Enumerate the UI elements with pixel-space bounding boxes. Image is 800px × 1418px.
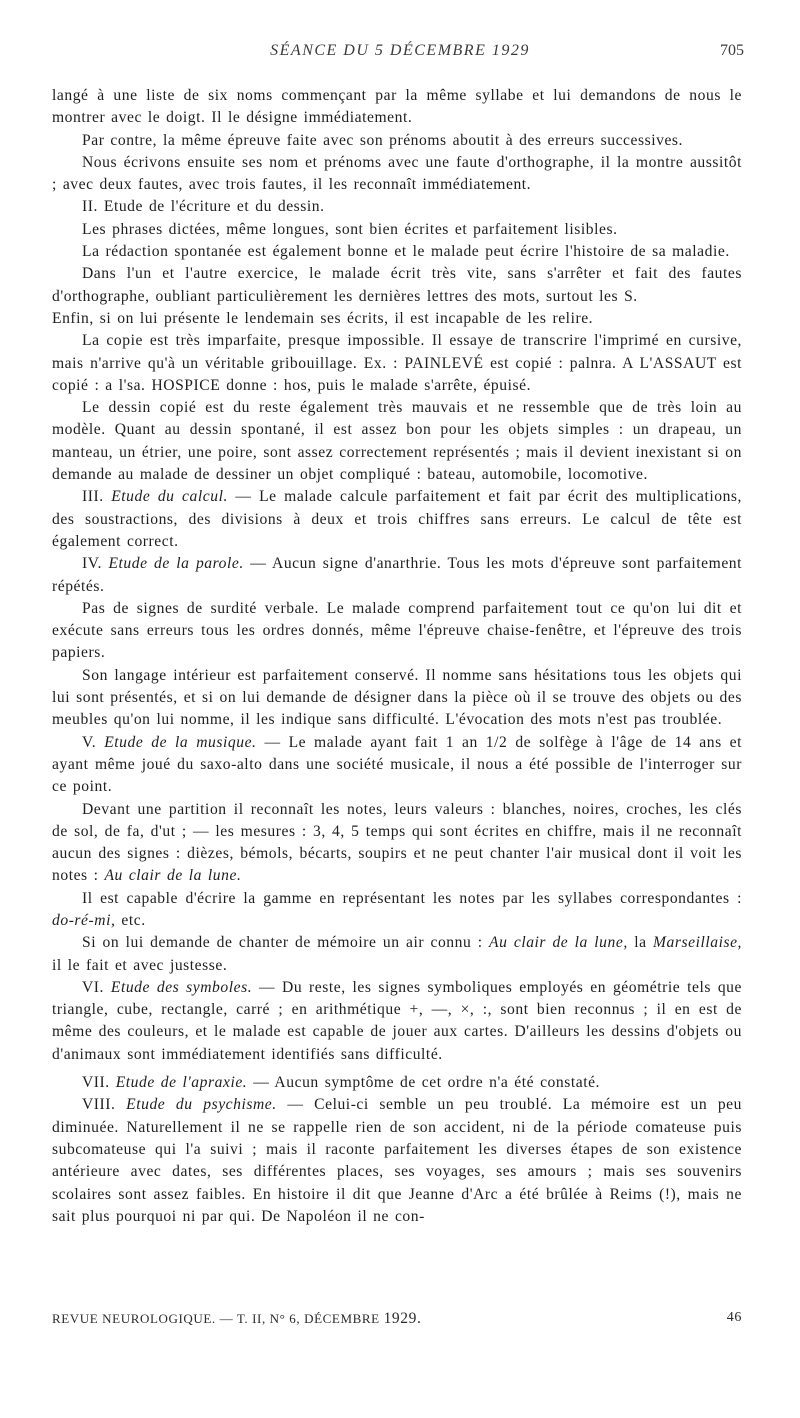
song-title: Marseillaise, [652,934,742,952]
paragraph-text: il le fait et avec justesse. [52,956,228,974]
song-title: Au clair de la lune. [104,867,242,885]
section-number: VII. [82,1074,110,1092]
body-text [52,85,742,1228]
section-text: — Aucun signe d'anarthrie. Tous les mots d'épreuve sont parfaitement répétés. [52,555,743,595]
section-title: Etude de l'apraxie. [115,1074,248,1092]
section-title: Etude du calcul. [111,488,228,506]
paragraph [52,888,742,933]
paragraph: Dans l'un et l'autre exercice, le malade écrit très vite, sans s'arrêter et fait des fautes d'orthographe, oubliant particulièrement les dernières lettres des mots, surtout les S. [52,265,742,305]
paragraph: Son langage intérieur est parfaitement conservé. Il nomme sans hésitations tous les objets qui lui sont présentés, et si on lui demande de désigner dans la pièce où il se trouve des objets ou des meubles qu'on lui nomme, il les indique sans difficulté. L'évocation des mots n'est pas troublée. [52,666,742,729]
song-title: Au clair de la lune, [489,934,628,952]
section-text: — Aucun symptôme de cet ordre n'a été constaté. [253,1074,601,1092]
paragraph-text: etc. [121,911,146,929]
paragraph-text: Si on lui demande de chanter de mémoire un air connu : [82,934,483,952]
section-text: — Le malade ayant fait 1 an 1/2 de solfège à l'âge de 14 ans et ayant même joué du saxo-alto dans une société musicale, il nous a été possible de l'interroger sur ce point. [52,733,742,796]
paragraph: langé à une liste de six noms commençant par la même syllabe et lui demandons de nous le montrer avec le doigt. Il le désigne immédiatement. [52,87,742,127]
paragraph: Enfin, si on lui présente le lendemain ses écrits, il est incapable de les relire. [52,309,594,327]
section-text: — Du reste, les signes symboliques employés en géométrie tels que triangle, cube, rectangle, carré ; en arithmétique +, —, ×, :, sont bien reconnus ; il en est de même des couleurs, et le malade est capable de jouer aux cartes. D'ailleurs les dessins d'objets ou d'animaux sont immédiatement identifiés sans difficulté. [52,978,742,1063]
section-text: — Le malade calcule parfaitement et fait par écrit des multiplications, des soustractions, des divisions à deux et trois chiffres sans erreurs. Le calcul de tête est également correct. [52,488,742,550]
section-calcul [52,486,742,553]
section-psychisme [52,1094,742,1228]
journal-year: 1929. [383,1310,422,1327]
section-number: III. [82,488,104,506]
running-head [52,42,748,66]
section-title: Etude de la musique. [104,733,257,751]
section-title: Etude de la parole. [108,555,244,573]
section-number: V. [82,733,97,751]
paragraph: La copie est très imparfaite, presque impossible. Il essaye de transcrire l'imprimé en cursive, mais n'arrive qu'à un véritable gribouillage. Ex. : PAINLEVÉ est copié : palnra. A L'ASSAUT est copié : a l'sa. HOSPICE donne : hos, puis le malade s'arrête, épuisé. [52,332,742,394]
page-number: 705 [720,42,744,59]
paragraph [52,799,742,888]
paragraph: Nous écrivons ensuite ses nom et prénoms avec une faute d'orthographe, il la montre aussitôt ; avec deux fautes, avec trois fautes, il les reconnaît immédiatement. [52,153,742,194]
running-title: SÉANCE DU 5 DÉCEMBRE 1929 [270,42,530,59]
section-title: Etude du psychisme. [126,1096,277,1114]
paragraph: Les phrases dictées, même longues, sont bien écrites et parfaitement lisibles. [82,220,618,238]
paragraph-text: la [634,934,647,952]
paragraph: Pas de signes de surdité verbale. Le malade comprend parfaitement tout ce qu'on lui dit et exécute sans erreurs tous les ordres donnés, même l'épreuve chaise-fenêtre, et l'épreuve des trois papiers. [52,599,742,662]
section-number: IV. [82,555,102,573]
paragraph [52,932,742,977]
paragraph: Le dessin copié est du reste également très mauvais et ne ressemble que de très loin au modèle. Quant au dessin spontané, il est assez bon pour les objets simples : un drapeau, un manteau, un étrier, une poire, sont assez correctement représentés ; mais il devient inexistant si on demande au malade de dessiner un objet compliqué : bateau, automobile, locomotive. [52,399,742,484]
signature-mark: 46 [726,1310,742,1325]
section-apraxie [52,1072,742,1094]
section-number: VI. [82,978,105,996]
paragraph: La rédaction spontanée est également bonne et le malade peut écrire l'histoire de sa maladie. [82,243,730,261]
section-title: Etude des symboles. [110,978,253,996]
section-number: VIII. [82,1096,116,1114]
paragraph-text: Il est capable d'écrire la gamme en représentant les notes par les syllabes correspondantes : [82,889,742,907]
paragraph-text: Devant une partition il reconnaît les notes, leurs valeurs : blanches, noires, croches, les clés de sol, de fa, d'ut ; — les mesures : 3, 4, 5 temps qui sont écrites en chiffre, mais il ne reconnaît aucun des signes : dièzes, bémols, bécarts, soupirs et ne peut chanter l'air musical dont il voit les notes : [52,800,742,885]
paragraph: Par contre, la même épreuve faite avec son prénoms aboutit à des erreurs successives. [82,131,683,149]
note-names: do-ré-mi, [52,911,116,929]
section-symboles [52,977,742,1066]
journal-reference: REVUE NEUROLOGIQUE. — T. II, N° 6, DÉCEMBRE [52,1311,380,1326]
section-text: — Celui-ci semble un peu troublé. La mémoire est un peu diminuée. Naturellement il ne se rappelle rien de son accident, ni de la période comateuse puis subcomateuse qui l'a suivi ; mais il raconte parfaitement les diverses étapes de son existence antérieure avec dates, ses différentes places, ses voyages, ses amours ; mais ses souvenirs scolaires sont assez faibles. En histoire il dit que Jeanne d'Arc a été brûlée à Reims (!), mais ne sait plus pourquoi ni par qui. De Napoléon il ne con- [52,1096,742,1225]
section-musique [52,732,742,799]
section-parole [52,553,742,598]
section-heading: II. Etude de l'écriture et du dessin. [82,198,325,216]
page-footer [52,1310,742,1332]
